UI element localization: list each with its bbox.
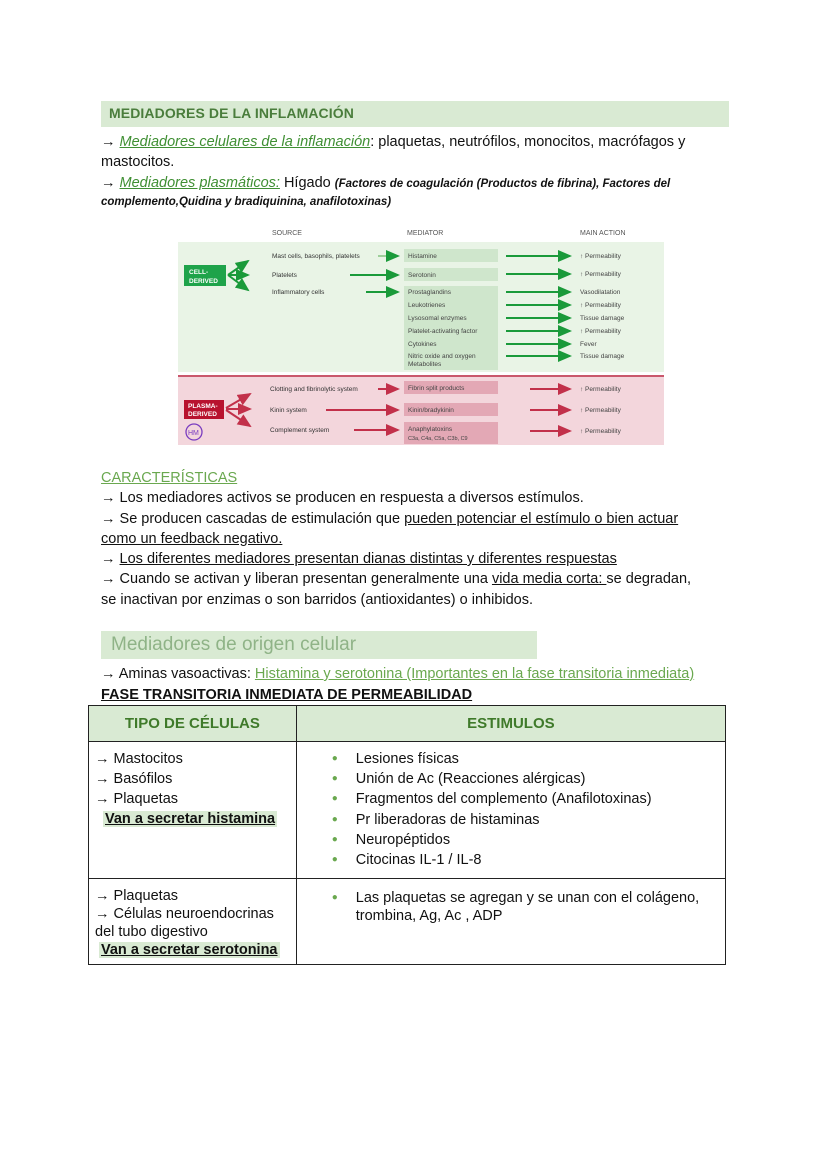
list-item: ● Unión de Ac (Reacciones alérgicas) <box>332 769 724 789</box>
table-header-row <box>89 706 726 742</box>
cell-derived-label-2: DERIVED <box>189 278 218 285</box>
caracteristica-4: → Cuando se activan y liberan presentan generalmente una vida media corta: se degradan, <box>101 571 692 587</box>
cell-type: del tubo digestivo <box>95 924 208 940</box>
cell-derived-label-1: CELL- <box>189 269 209 276</box>
plasma-derived-label-2: DERIVED <box>188 411 217 418</box>
list-item: ● Las plaquetas se agregan y se unan con el colágeno, trombina, Ag, Ac , ADP <box>332 889 716 925</box>
paragraph-continuation: mastocitos. <box>101 154 175 170</box>
cell-source-3: Inflammatory cells <box>272 289 325 296</box>
mediator-prostaglandins: Prostaglandins <box>408 289 451 296</box>
list-item: ● Lesiones físicas <box>332 749 724 769</box>
list-item: ● Citocinas IL-1 / IL-8 <box>332 850 724 870</box>
cell-source-1: Mast cells, basophils, platelets <box>272 253 360 260</box>
cell-type: → Plaquetas <box>95 888 179 904</box>
caracteristicas-title[interactable]: CARACTERÍSTICAS <box>101 470 238 486</box>
mediator-serotonin: Serotonin <box>408 272 436 279</box>
action-6: ↑ Permeability <box>580 328 621 335</box>
section-heading-mediadores <box>101 101 729 127</box>
action-2: ↑ Permeability <box>580 271 621 278</box>
paragraph-mediadores-celulares: → Mediadores celulares de la inflamación: plaquetas, neutrófilos, monocitos, macrófagos y <box>101 134 686 150</box>
table-row <box>89 742 726 879</box>
list-item: ● Pr liberadoras de histaminas <box>332 810 724 830</box>
action-7: Fever <box>580 341 597 348</box>
cell-types-table <box>88 705 726 965</box>
action-4: ↑ Permeability <box>580 302 621 309</box>
link-mediadores-celulares[interactable]: Mediadores celulares de la inflamación <box>119 134 371 150</box>
header-tipo-celulas: TIPO DE CÉLULAS <box>89 706 297 742</box>
highlight-serotonina: Van a secretar serotonina <box>101 942 278 958</box>
header-main-action: MAIN ACTION <box>580 230 626 237</box>
paragraph-plasmaticos-continuation: complemento,Quidina y bradiquinina, anafilotoxinas) <box>101 196 392 208</box>
list-item: ● Neuropéptidos <box>332 830 724 850</box>
mediator-paf: Platelet-activating factor <box>408 328 478 335</box>
link-histamina-serotonina[interactable]: Histamina y serotonina (Importantes en la fase transitoria inmediata) <box>254 666 695 682</box>
paragraph-mediadores-plasmaticos: → Mediadores plasmáticos: Hígado (Factores de coagulación (Productos de fibrina), Factores del <box>101 175 671 191</box>
cell-type: → Plaquetas <box>95 791 179 807</box>
mediators-diagram <box>178 224 664 446</box>
hm-logo-text: HM <box>188 430 199 437</box>
caracteristica-4-cont: se inactivan por enzimas o son barridos (antioxidantes) o inhibidos. <box>101 592 534 608</box>
action-1: ↑ Permeability <box>580 253 621 260</box>
mediator-leukotrienes: Leukotrienes <box>408 302 446 309</box>
mediator-metabolites: Metabolites <box>408 361 442 368</box>
cell-type: → Basófilos <box>95 771 173 787</box>
plasma-mediator-1: Fibrin split products <box>408 385 465 392</box>
header-estimulos: ESTIMULOS <box>296 706 725 742</box>
plasma-mediator-4: C3a, C4a, C5a, C3b, C9 <box>408 436 468 442</box>
link-mediadores-plasmaticos[interactable]: Mediadores plasmáticos: <box>119 175 280 191</box>
action-8: Tissue damage <box>580 353 625 360</box>
mediator-nitric-oxide: Nitric oxide and oxygen <box>408 353 476 360</box>
plasma-source-2: Kinin system <box>270 407 307 414</box>
highlight-histamina: Van a secretar histamina <box>105 811 276 827</box>
plasma-action-1: ↑ Permeability <box>580 386 621 393</box>
mediator-histamine: Histamine <box>408 253 437 260</box>
stimuli-list <box>298 743 724 870</box>
action-5: Tissue damage <box>580 315 625 322</box>
plasma-mediator-3: Anaphylatoxins <box>408 426 453 433</box>
table-row <box>89 879 726 965</box>
plasma-derived-label-1: PLASMA- <box>188 403 218 410</box>
caracteristica-3: → Los diferentes mediadores presentan dianas distintas y diferentes respuestas <box>101 551 617 567</box>
heading-text: MEDIADORES DE LA INFLAMACIÓN <box>109 105 354 121</box>
plasma-source-3: Complement system <box>270 427 330 434</box>
plasma-action-3: ↑ Permeability <box>580 428 621 435</box>
caracteristica-2: → Se producen cascadas de estimulación que pueden potenciar el estímulo o bien actuar <box>101 511 679 527</box>
list-item: ● Fragmentos del complemento (Anafilotoxinas) <box>332 789 724 809</box>
header-mediator: MEDIATOR <box>407 230 444 237</box>
section-heading-origen-celular <box>101 631 537 659</box>
mediator-cytokines: Cytokines <box>408 341 437 348</box>
caracteristica-2-cont: como un feedback negativo. <box>101 531 283 547</box>
mediator-lysosomal: Lysosomal enzymes <box>408 315 467 322</box>
plasma-source-1: Clotting and fibrinolytic system <box>270 386 358 393</box>
fase-transitoria-title: FASE TRANSITORIA INMEDIATA DE PERMEABILIDAD <box>101 687 473 703</box>
cell-type: → Células neuroendocrinas <box>95 906 274 922</box>
cell-source-2: Platelets <box>272 272 297 279</box>
plasma-mediator-2: Kinin/bradykinin <box>408 407 454 414</box>
mediators-figure <box>178 224 664 446</box>
heading2-text: Mediadores de origen celular <box>111 634 357 655</box>
action-3: Vasodilatation <box>580 289 621 296</box>
stimuli-list <box>298 880 724 925</box>
aminas-vasoactivas: → Aminas vasoactivas: Histamina y serotonina (Importantes en la fase transitoria inmediata) <box>101 666 695 682</box>
caracteristica-1: → Los mediadores activos se producen en respuesta a diversos estímulos. <box>101 490 584 506</box>
plasma-action-2: ↑ Permeability <box>580 407 621 414</box>
header-source: SOURCE <box>272 230 302 237</box>
cell-type: → Mastocitos <box>95 751 183 767</box>
